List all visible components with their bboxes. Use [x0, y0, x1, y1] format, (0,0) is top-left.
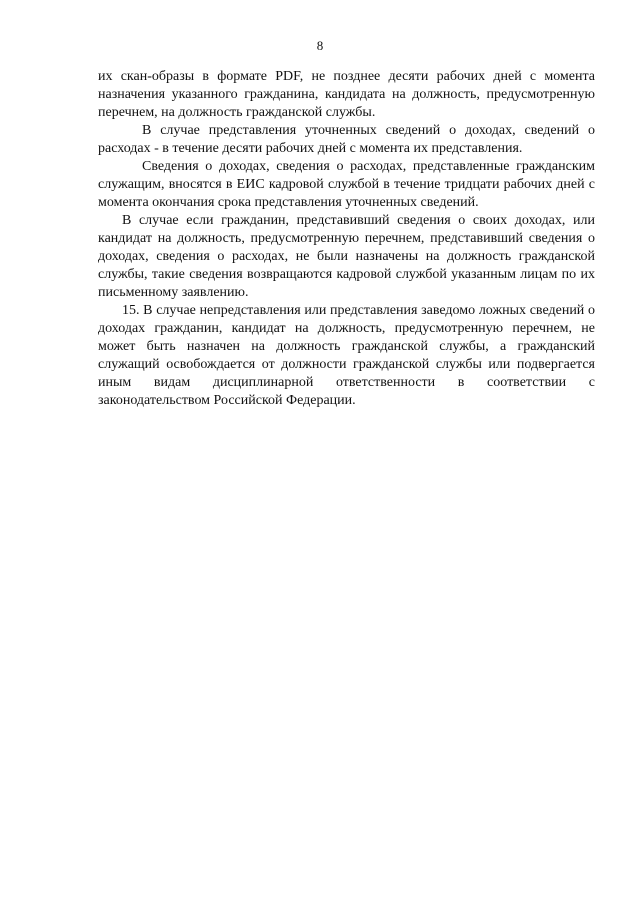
paragraph-updated-info-deadline: В случае представления уточненных сведений о доходах, сведений о расходах - в течение десяти рабочих дней с момента их представления. [98, 123, 595, 156]
paragraph-eis-entry: Сведения о доходах, сведения о расходах, представленные гражданским служащим, вносятся в ЕИС кадровой службой в течение тридцати рабочих дней с момента окончания срока представления уточненных сведений. [98, 159, 595, 210]
paragraph-continuation: их скан-образы в формате PDF, не позднее десяти рабочих дней с момента назначения указанного гражданина, кандидата на должность, предусмотренную перечнем, на должность гражданской службы. [98, 69, 595, 120]
paragraph-clause-15: 15. В случае непредставления или представления заведомо ложных сведений о доходах гражданин, кандидат на должность, предусмотренную перечнем, не может быть назначен на должность гражданской службы, а гражданский служащий освобождается от должности гражданской службы или подвергается иным видам дисциплинарной ответственности в соответствии с законодательством Российской Федерации. [98, 303, 595, 408]
document-body [98, 68, 595, 410]
page-number: 8 [316, 38, 324, 53]
paragraph-return-of-info: В случае если гражданин, представивший сведения о своих доходах, или кандидат на должность, предусмотренную перечнем, представивший сведения о доходах, сведения о расходах, не были назначены на должность гражданской службы, такие сведения возвращаются кадровой службой указанным лицам по их письменному заявлению. [98, 213, 595, 300]
